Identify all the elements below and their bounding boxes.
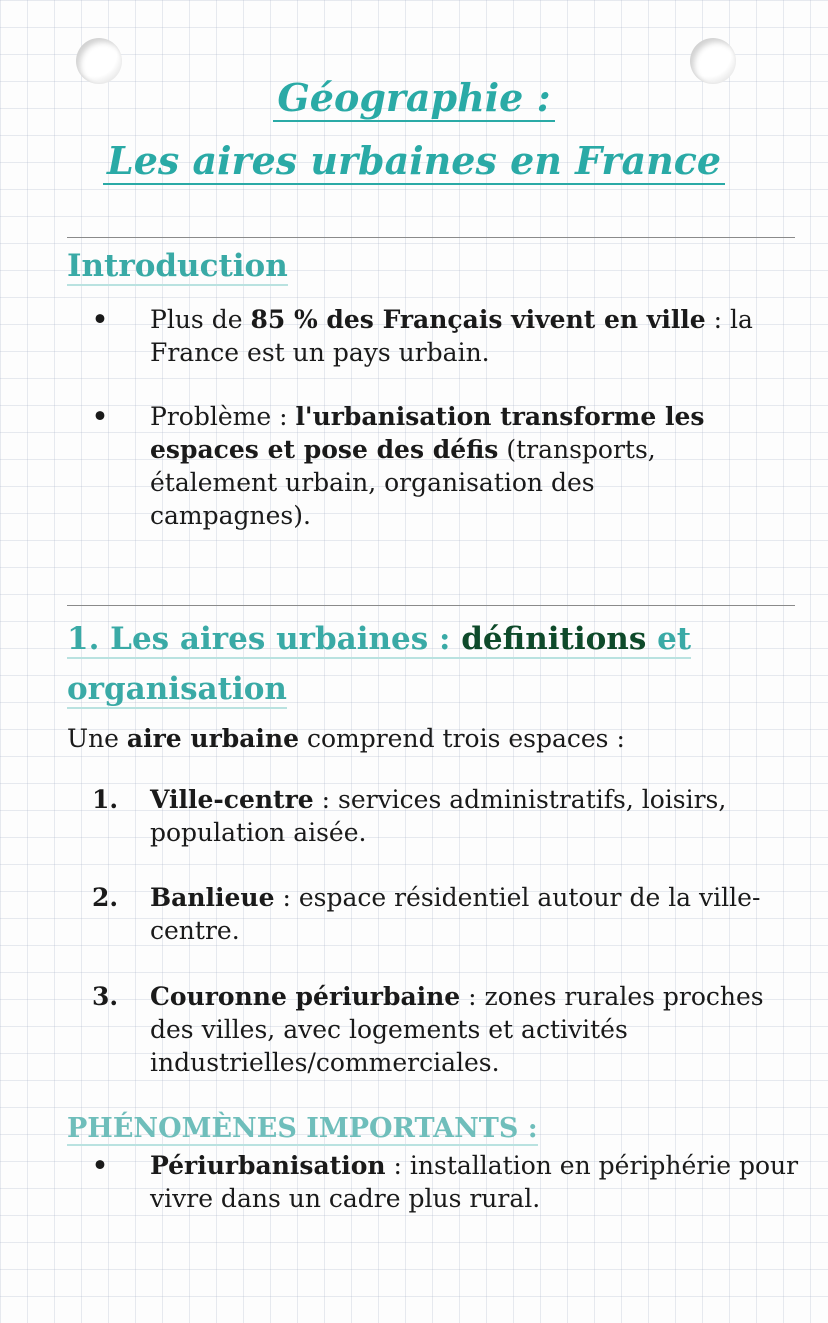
bullet-marker: • [92,305,108,334]
intro-bullet-1 [150,303,790,369]
list-number: 3. [92,982,119,1011]
section1-item-3-text: : zones rurales proches des villes, avec logements et activités industrielles/commerciales. [150,982,764,1077]
intro-bullet-2-bold: l'urbanisation transforme les espaces et pose des défis [150,402,705,464]
section1-item-1-bold: Ville-centre [150,785,314,814]
section1-intro-bold: aire urbaine [126,724,300,753]
intro-bullet-1-post: : la France est un pays urbain. [150,305,753,367]
phenomenes-bullet-1-bold: Périurbanisation [150,1151,386,1180]
intro-bullet-2 [150,400,730,532]
divider-introduction [67,237,795,238]
section1-intro-post: comprend trois espaces : [299,724,625,753]
list-number: 2. [92,883,119,912]
section1-heading-part2: définitions [461,621,647,657]
phenomenes-heading [67,1112,538,1146]
section1-heading-part3: et organisation [67,621,692,707]
intro-bullet-1-pre: Plus de [150,305,251,334]
intro-bullet-2-pre: Problème : [150,402,296,431]
section1-item-3 [150,980,800,1079]
phenomenes-bullet-1 [150,1149,800,1215]
divider-section1 [67,605,795,606]
phenomenes-heading-text: PHÉNOMÈNES IMPORTANTS : [67,1113,538,1144]
section1-heading [67,614,807,714]
intro-bullet-1-bold: 85 % des Français vivent en ville [250,305,706,334]
section1-item-1-text: : services administratifs, loisirs, population aisée. [150,785,727,847]
introduction-heading-text: Introduction [67,248,288,284]
section1-intro [67,722,807,755]
phenomenes-bullet-1-text: : installation en périphérie pour vivre dans un cadre plus rural. [150,1151,799,1213]
page-title-line1 [0,74,828,122]
section1-item-3-bold: Couronne périurbaine [150,982,461,1011]
section1-item-1 [150,783,770,849]
page-title-line1-text: Géographie : [273,75,554,122]
section1-item-2 [150,881,800,947]
section1-intro-pre: Une [67,724,127,753]
section1-item-2-bold: Banlieue [150,883,275,912]
page-title-line2 [0,137,828,185]
intro-bullet-2-post: (transports, étalement urbain, organisation des campagnes). [150,435,656,530]
page-title-line2-text: Les aires urbaines en France [103,138,725,185]
bullet-marker: • [92,402,108,431]
section1-heading-part1: 1. Les aires urbaines : [67,621,462,657]
list-number: 1. [92,785,119,814]
section1-item-2-text: : espace résidentiel autour de la ville-centre. [150,883,761,945]
introduction-heading [67,246,288,286]
bullet-marker: • [92,1151,108,1180]
